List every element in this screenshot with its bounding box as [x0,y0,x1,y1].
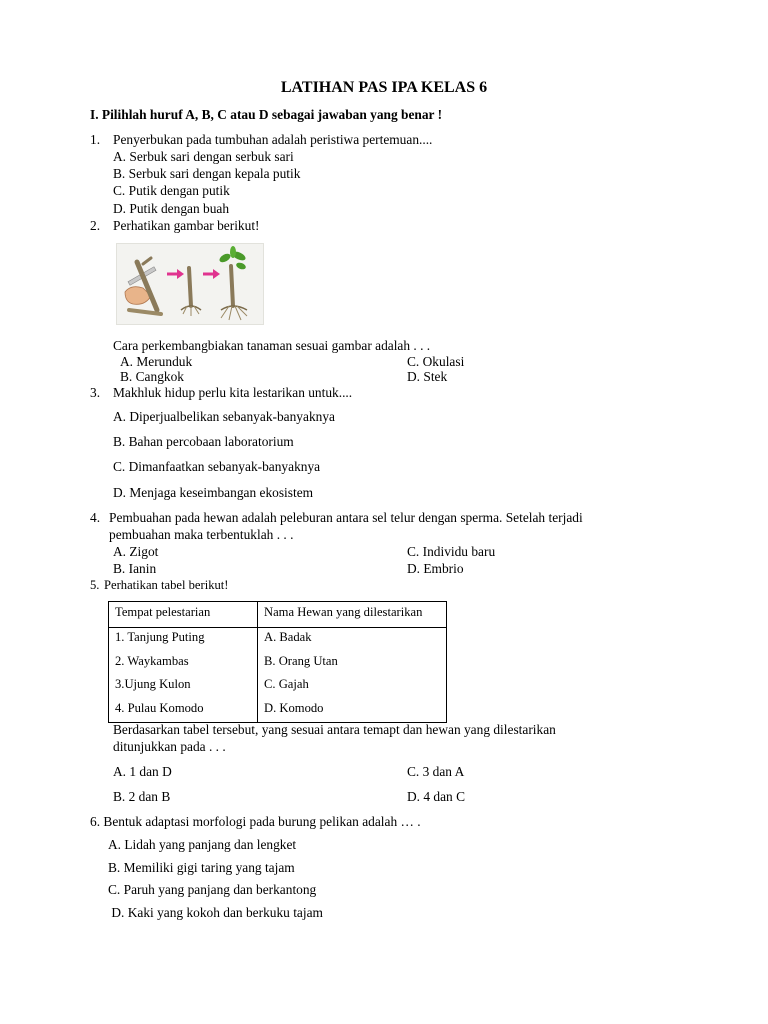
q1-option-d: D. Putik dengan buah [113,201,230,216]
q4-option-b: B. Ianin [113,561,157,576]
q5-number: 5. [90,578,100,592]
table-row [109,675,447,699]
q3-option-d: D. Menjaga keseimbangan ekosistem [113,485,314,500]
q2-option-a: A. Merunduk [120,354,193,369]
q4-option-c: C. Individu baru [407,544,496,559]
q3-option-c: C. Dimanfaatkan sebanyak-banyaknya [113,459,321,474]
q5-option-b: B. 2 dan B [113,789,171,804]
q5-question-line2: ditunjukkan pada . . . [113,739,226,754]
table-cell: D. Komodo [258,699,447,723]
q3-option-a: A. Diperjualbelikan sebanyak-banyaknya [113,409,335,424]
table-row [109,652,447,676]
plant-cutting-figure [116,243,264,325]
q3-number: 3. [90,385,101,400]
q4-text-line1: Pembuahan pada hewan adalah peleburan antara sel telur dengan sperma. Setelah terjadi [109,510,583,525]
q1-number: 1. [90,132,101,147]
page-title: LATIHAN PAS IPA KELAS 6 [280,79,488,96]
q6-text: 6. Bentuk adaptasi morfologi pada burung pelikan adalah … . [90,814,421,829]
q2-option-d: D. Stek [407,369,448,384]
q2-number: 2. [90,218,101,233]
table-header-row [109,602,447,628]
q5-option-c: C. 3 dan A [407,764,465,779]
q1-option-c: C. Putik dengan putik [113,183,230,198]
q6-option-c: C. Paruh yang panjang dan berkantong [108,882,317,897]
q4-number: 4. [90,510,101,525]
q5-text: Perhatikan tabel berikut! [104,578,229,592]
q5-option-a: A. 1 dan D [113,764,172,779]
table-header-cell: Tempat pelestarian [109,602,258,628]
q2-option-c: C. Okulasi [407,354,465,369]
q1-text: Penyerbukan pada tumbuhan adalah peristiwa pertemuan.... [113,132,433,147]
section-instruction: I. Pilihlah huruf A, B, C atau D sebagai jawaban yang benar ! [90,107,443,122]
q1-option-a: A. Serbuk sari dengan serbuk sari [113,149,294,164]
table-cell: 1. Tanjung Puting [109,628,258,652]
q2-option-b: B. Cangkok [120,369,184,384]
q4-text-line2: pembuahan maka terbentuklah . . . [109,527,294,542]
q1-option-b: B. Serbuk sari dengan kepala putik [113,166,301,181]
table-row [109,628,447,652]
q2-question: Cara perkembangbiakan tanaman sesuai gambar adalah . . . [113,338,431,353]
q2-text: Perhatikan gambar berikut! [113,218,260,233]
table-header-cell: Nama Hewan yang dilestarikan [258,602,447,628]
table-cell: A. Badak [258,628,447,652]
table-cell: 4. Pulau Komodo [109,699,258,723]
q3-text: Makhluk hidup perlu kita lestarikan untuk.... [113,385,353,400]
table-cell: C. Gajah [258,675,447,699]
table-cell: 3.Ujung Kulon [109,675,258,699]
q5-question-line1: Berdasarkan tabel tersebut, yang sesuai antara temapt dan hewan yang dilestarikan [113,722,556,737]
table-cell: 2. Waykambas [109,652,258,676]
q4-option-d: D. Embrio [407,561,464,576]
plant-cutting-icon [117,244,263,324]
table-row [109,699,447,723]
q4-option-a: A. Zigot [113,544,159,559]
q6-option-a: A. Lidah yang panjang dan lengket [108,837,297,852]
q5-option-d: D. 4 dan C [407,789,466,804]
q3-option-b: B. Bahan percobaan laboratorium [113,434,294,449]
q6-option-b: B. Memiliki gigi taring yang tajam [108,860,295,875]
conservation-table [108,601,447,723]
q6-option-d: D. Kaki yang kokoh dan berkuku tajam [108,905,323,920]
table-cell: B. Orang Utan [258,652,447,676]
